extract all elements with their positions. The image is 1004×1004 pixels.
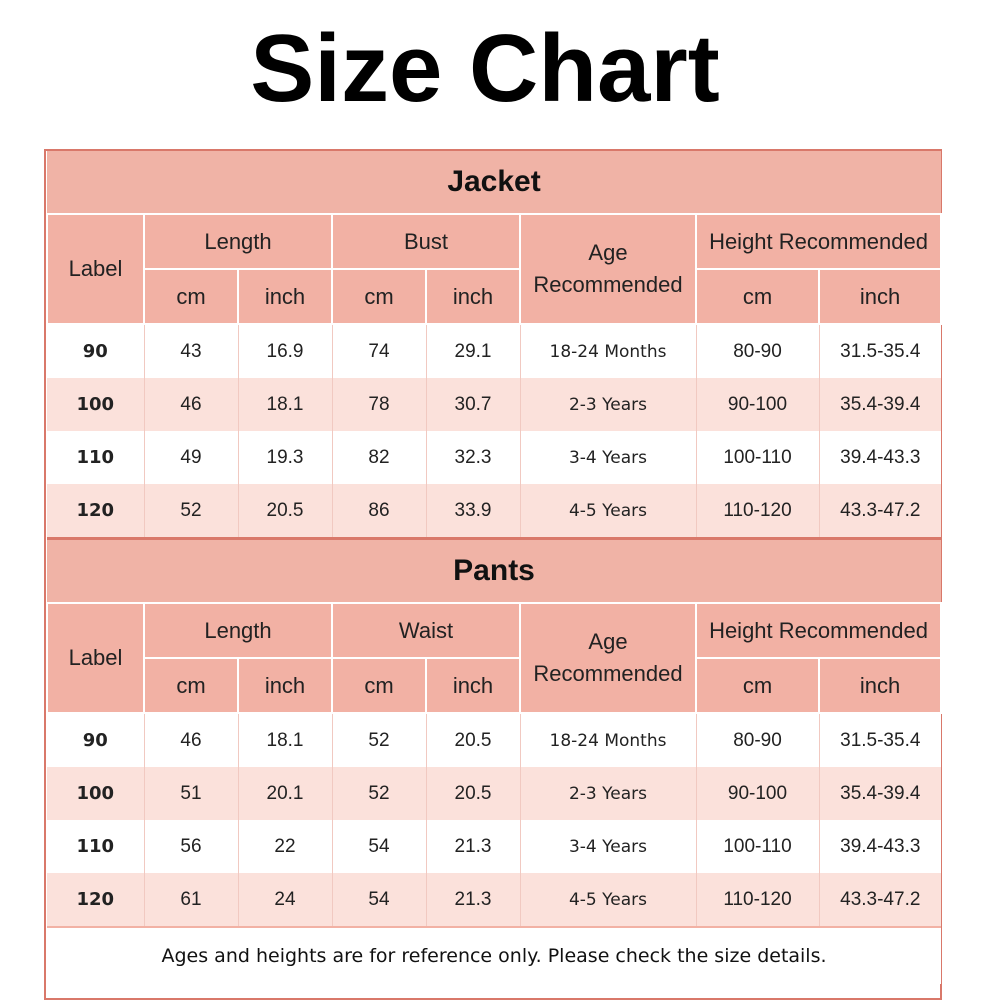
cell-measure-inch: 20.5: [426, 767, 520, 820]
cell-length-cm: 46: [144, 713, 238, 767]
cell-length-cm: 56: [144, 820, 238, 873]
cell-length-inch: 22: [238, 820, 332, 873]
header-height-cm: cm: [696, 658, 819, 713]
cell-age: 3-4 Years: [520, 820, 696, 873]
cell-measure-inch: 33.9: [426, 484, 520, 539]
cell-label: 100: [47, 378, 144, 431]
cell-height-inch: 35.4-39.4: [819, 378, 941, 431]
footnote: Ages and heights are for reference only. Please check the size details.: [47, 927, 941, 984]
header-length-inch: inch: [238, 269, 332, 324]
cell-length-cm: 46: [144, 378, 238, 431]
header-measure: Bust: [332, 214, 520, 269]
cell-height-inch: 35.4-39.4: [819, 767, 941, 820]
cell-measure-cm: 82: [332, 431, 426, 484]
cell-label: 120: [47, 484, 144, 539]
header-length: Length: [144, 214, 332, 269]
cell-age: 3-4 Years: [520, 431, 696, 484]
cell-measure-cm: 54: [332, 820, 426, 873]
header-measure-cm: cm: [332, 269, 426, 324]
table-row: [47, 378, 941, 431]
cell-length-inch: 18.1: [238, 378, 332, 431]
cell-measure-cm: 52: [332, 713, 426, 767]
header-label: Label: [47, 214, 144, 324]
cell-measure-inch: 21.3: [426, 873, 520, 927]
table-row: [47, 873, 941, 927]
cell-age: 4-5 Years: [520, 873, 696, 927]
cell-measure-inch: 29.1: [426, 324, 520, 378]
header-height-cm: cm: [696, 269, 819, 324]
cell-measure-inch: 21.3: [426, 820, 520, 873]
cell-height-cm: 100-110: [696, 431, 819, 484]
cell-length-inch: 24: [238, 873, 332, 927]
header-age: Age Recommended: [520, 214, 696, 324]
cell-length-inch: 16.9: [238, 324, 332, 378]
cell-height-cm: 90-100: [696, 378, 819, 431]
cell-length-cm: 49: [144, 431, 238, 484]
cell-height-inch: 39.4-43.3: [819, 431, 941, 484]
cell-age: 2-3 Years: [520, 767, 696, 820]
cell-measure-cm: 86: [332, 484, 426, 539]
cell-measure-inch: 32.3: [426, 431, 520, 484]
cell-height-inch: 31.5-35.4: [819, 713, 941, 767]
cell-label: 120: [47, 873, 144, 927]
cell-measure-cm: 74: [332, 324, 426, 378]
table-row: [47, 324, 941, 378]
cell-age: 2-3 Years: [520, 378, 696, 431]
header-length: Length: [144, 603, 332, 658]
cell-height-inch: 39.4-43.3: [819, 820, 941, 873]
cell-label: 110: [47, 431, 144, 484]
cell-label: 90: [47, 324, 144, 378]
cell-length-inch: 19.3: [238, 431, 332, 484]
table-row: [47, 820, 941, 873]
section-title-pants: Pants: [47, 540, 941, 603]
size-table: [46, 151, 942, 984]
cell-length-cm: 52: [144, 484, 238, 539]
cell-length-cm: 61: [144, 873, 238, 927]
table-row: [47, 484, 941, 539]
cell-height-cm: 80-90: [696, 324, 819, 378]
cell-label: 90: [47, 713, 144, 767]
cell-measure-cm: 78: [332, 378, 426, 431]
cell-length-inch: 20.5: [238, 484, 332, 539]
header-length-inch: inch: [238, 658, 332, 713]
cell-height-cm: 110-120: [696, 484, 819, 539]
cell-length-cm: 43: [144, 324, 238, 378]
cell-height-inch: 31.5-35.4: [819, 324, 941, 378]
table-row: [47, 713, 941, 767]
header-measure-cm: cm: [332, 658, 426, 713]
header-height-inch: inch: [819, 658, 941, 713]
cell-height-cm: 80-90: [696, 713, 819, 767]
cell-length-inch: 18.1: [238, 713, 332, 767]
cell-length-inch: 20.1: [238, 767, 332, 820]
cell-age: 18-24 Months: [520, 324, 696, 378]
size-chart: [44, 149, 942, 1000]
header-measure: Waist: [332, 603, 520, 658]
cell-age: 18-24 Months: [520, 713, 696, 767]
page-title: Size Chart: [250, 15, 720, 122]
cell-height-inch: 43.3-47.2: [819, 484, 941, 539]
header-measure-inch: inch: [426, 658, 520, 713]
header-length-cm: cm: [144, 269, 238, 324]
cell-age: 4-5 Years: [520, 484, 696, 539]
cell-measure-inch: 30.7: [426, 378, 520, 431]
header-label: Label: [47, 603, 144, 713]
cell-height-inch: 43.3-47.2: [819, 873, 941, 927]
cell-height-cm: 90-100: [696, 767, 819, 820]
table-row: [47, 431, 941, 484]
header-height: Height Recommended: [696, 214, 941, 269]
cell-measure-cm: 54: [332, 873, 426, 927]
table-row: [47, 767, 941, 820]
header-length-cm: cm: [144, 658, 238, 713]
header-age: Age Recommended: [520, 603, 696, 713]
cell-measure-cm: 52: [332, 767, 426, 820]
cell-height-cm: 110-120: [696, 873, 819, 927]
header-measure-inch: inch: [426, 269, 520, 324]
cell-measure-inch: 20.5: [426, 713, 520, 767]
cell-label: 110: [47, 820, 144, 873]
header-height: Height Recommended: [696, 603, 941, 658]
cell-label: 100: [47, 767, 144, 820]
header-height-inch: inch: [819, 269, 941, 324]
cell-length-cm: 51: [144, 767, 238, 820]
section-title-jacket: Jacket: [47, 151, 941, 214]
cell-height-cm: 100-110: [696, 820, 819, 873]
